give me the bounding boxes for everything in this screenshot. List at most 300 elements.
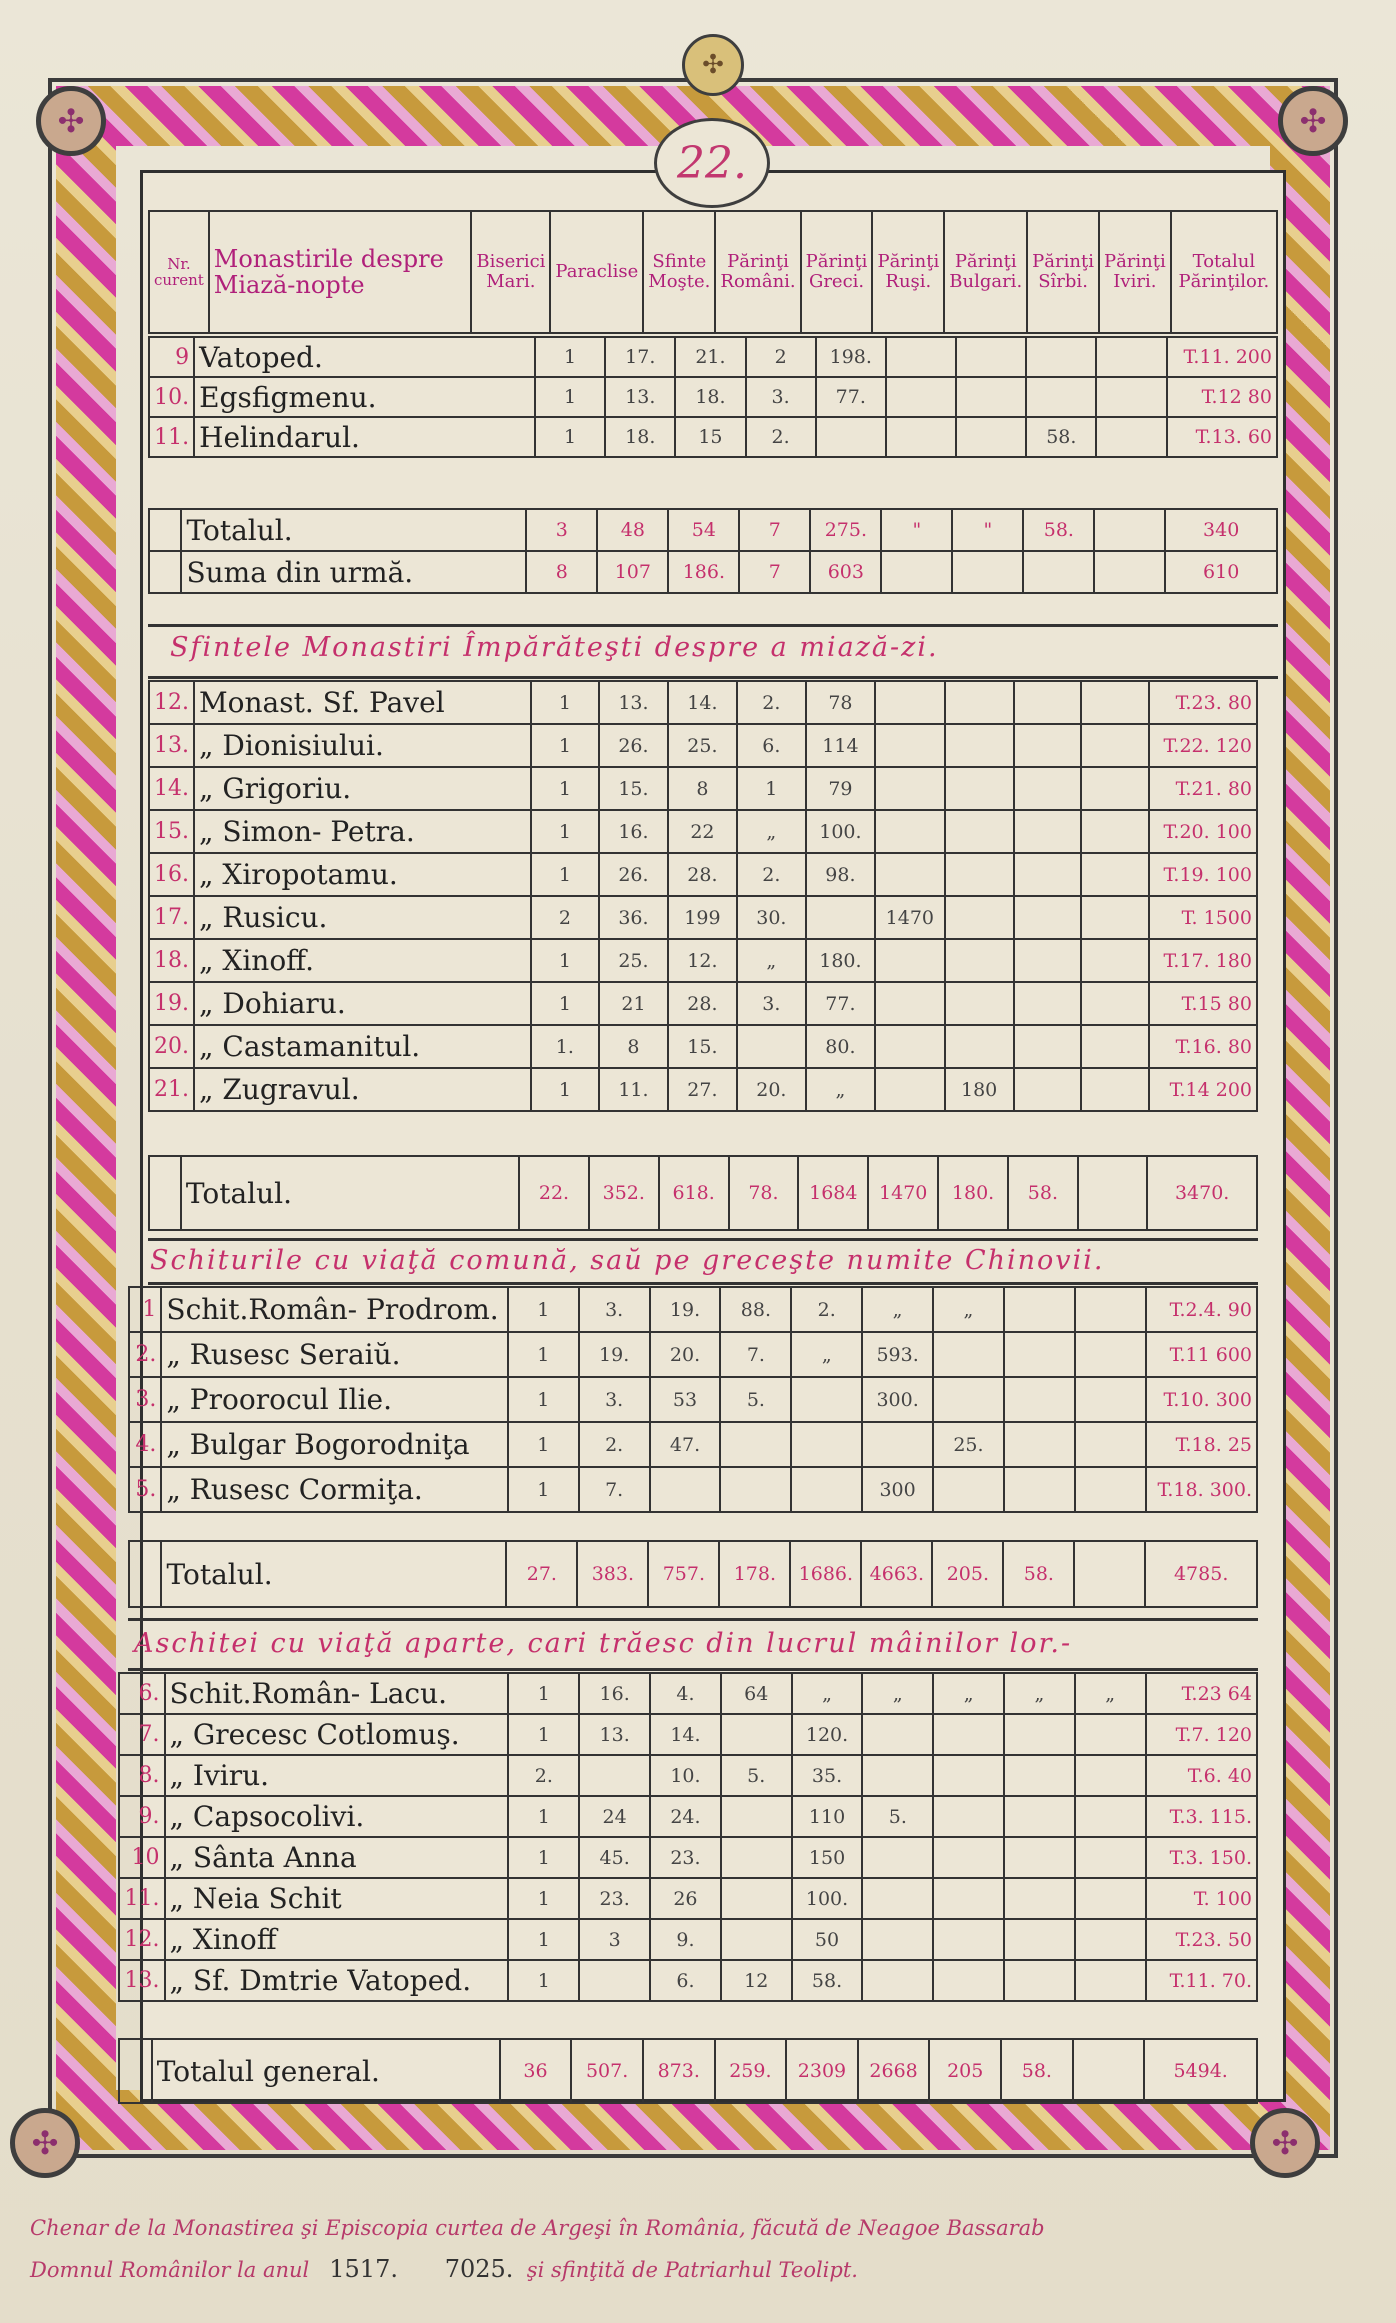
footer-line-1: Chenar de la Monastirea şi Episcopia curtea de Argeşi în România, făcută de Neagoe Bassarab — [30, 2216, 1045, 2240]
total-cell: 7 — [739, 551, 810, 593]
corner-rosette-icon: ✣ — [10, 2108, 80, 2178]
row-number — [149, 509, 181, 551]
value-cell: 58. — [1026, 417, 1096, 457]
col-nr: Nr. curent — [149, 211, 209, 333]
value-cell: 2. — [746, 417, 816, 457]
value-cell: 3. — [579, 1377, 650, 1422]
value-cell — [875, 810, 945, 853]
value-cell — [956, 337, 1026, 377]
divider — [148, 624, 1278, 627]
value-cell: 9. — [650, 1919, 721, 1960]
value-cell: 28. — [668, 982, 737, 1025]
value-cell — [945, 810, 1014, 853]
value-cell — [1096, 377, 1166, 417]
value-cell: 25. — [933, 1422, 1004, 1467]
monastery-name: „ Rusesc Seraiŭ. — [161, 1332, 507, 1377]
value-cell — [875, 1025, 945, 1068]
total-fathers-cell: T.15 80 — [1149, 982, 1257, 1025]
value-cell — [862, 1919, 933, 1960]
monastery-name: „ Rusicu. — [194, 896, 531, 939]
table-row — [119, 1878, 1257, 1919]
value-cell: 26 — [650, 1878, 721, 1919]
col-header: Părinţi Sîrbi. — [1027, 211, 1099, 333]
total-fathers-cell: T.18. 25 — [1146, 1422, 1257, 1467]
value-cell: „ — [806, 1068, 875, 1111]
value-cell: 2 — [531, 896, 599, 939]
total-fathers-cell: T.10. 300 — [1146, 1377, 1257, 1422]
total-cell: 58. — [1001, 2039, 1073, 2103]
col-header: Părinţi Iviri. — [1099, 211, 1171, 333]
row-number: 2. — [129, 1332, 161, 1377]
row-number: 13. — [119, 1960, 165, 2001]
total-fathers-cell: T.22. 120 — [1149, 724, 1257, 767]
section-title: Schiturile cu viaţă comună, saŭ pe greceşte numite Chinovii. — [150, 1245, 1105, 1276]
value-cell: 79 — [806, 767, 875, 810]
monastery-name: „ Dohiaru. — [194, 982, 531, 1025]
table-row — [149, 767, 1257, 810]
total-cell: " — [952, 509, 1023, 551]
total-cell — [1078, 1156, 1148, 1230]
value-cell — [1081, 681, 1149, 724]
value-cell — [875, 1068, 945, 1111]
value-cell — [1004, 1796, 1075, 1837]
value-cell: 23. — [650, 1837, 721, 1878]
value-cell — [1096, 337, 1166, 377]
col-header: Totalul Părinţilor. — [1171, 211, 1277, 333]
value-cell: 1 — [535, 377, 605, 417]
value-cell — [791, 1467, 862, 1512]
top-cross-medal-icon: ✣ — [682, 34, 744, 96]
value-cell: 1 — [531, 681, 599, 724]
value-cell — [1004, 1919, 1075, 1960]
total-fathers-cell: T.20. 100 — [1149, 810, 1257, 853]
value-cell: 7. — [720, 1332, 791, 1377]
value-cell: 80. — [806, 1025, 875, 1068]
value-cell — [721, 1919, 792, 1960]
divider — [128, 1668, 1258, 1671]
ledger-header — [148, 210, 1278, 334]
value-cell: 26. — [599, 853, 668, 896]
value-cell: 199 — [668, 896, 737, 939]
value-cell — [945, 724, 1014, 767]
value-cell: 1 — [531, 810, 599, 853]
section-title: Aschitei cu viaţă aparte, cari trăesc din lucrul mâinilor lor.- — [134, 1628, 1073, 1659]
value-cell: 1 — [508, 1714, 579, 1755]
total-cell: 186. — [668, 551, 739, 593]
corner-rosette-icon: ✣ — [1278, 86, 1348, 156]
total-cell: 618. — [659, 1156, 729, 1230]
value-cell: 300 — [862, 1467, 933, 1512]
value-cell: 14. — [650, 1714, 721, 1755]
row-number — [149, 551, 181, 593]
value-cell — [721, 1878, 792, 1919]
total-cell — [1094, 509, 1165, 551]
value-cell — [1014, 681, 1082, 724]
value-cell: 19. — [650, 1287, 721, 1332]
value-cell: 98. — [806, 853, 875, 896]
value-cell — [875, 724, 945, 767]
col-header: Părinţi Greci. — [801, 211, 873, 333]
corner-rosette-icon: ✣ — [36, 86, 106, 156]
value-cell: 24 — [579, 1796, 650, 1837]
value-cell: 26. — [599, 724, 668, 767]
value-cell: 13. — [605, 377, 675, 417]
row-number — [149, 1156, 181, 1230]
value-cell: 13. — [599, 681, 668, 724]
value-cell: 16. — [599, 810, 668, 853]
value-cell: 2. — [737, 853, 806, 896]
value-cell: 12. — [668, 939, 737, 982]
total-label: Totalul general. — [152, 2039, 500, 2103]
value-cell — [1075, 1467, 1146, 1512]
total-fathers-cell: T.13. 60 — [1167, 417, 1277, 457]
value-cell — [862, 1960, 933, 2001]
value-cell — [945, 939, 1014, 982]
value-cell: 1 — [531, 767, 599, 810]
total-cell: 1684 — [798, 1156, 868, 1230]
value-cell — [933, 1377, 1004, 1422]
value-cell — [1081, 724, 1149, 767]
value-cell: 114 — [806, 724, 875, 767]
value-cell — [933, 1878, 1004, 1919]
total-cell: 8 — [526, 551, 597, 593]
monastery-name: „ Zugravul. — [194, 1068, 531, 1111]
value-cell: 13. — [579, 1714, 650, 1755]
total-cell: 2668 — [858, 2039, 930, 2103]
value-cell — [875, 767, 945, 810]
total-cell: 352. — [589, 1156, 659, 1230]
table-row — [149, 896, 1257, 939]
total-fathers-cell: T.16. 80 — [1149, 1025, 1257, 1068]
total-cell: 3470. — [1147, 1156, 1257, 1230]
total-fathers-cell: T.19. 100 — [1149, 853, 1257, 896]
row-number: 17. — [149, 896, 194, 939]
value-cell — [721, 1837, 792, 1878]
corner-rosette-icon: ✣ — [1250, 2108, 1320, 2178]
value-cell — [1014, 724, 1082, 767]
total-fathers-cell: T.14 200 — [1149, 1068, 1257, 1111]
value-cell — [791, 1377, 862, 1422]
total-fathers-cell: T.11 600 — [1146, 1332, 1257, 1377]
value-cell: 17. — [605, 337, 675, 377]
total-cell: 36 — [500, 2039, 572, 2103]
table-row — [119, 1960, 1257, 2001]
total-fathers-cell: T.11. 200 — [1167, 337, 1277, 377]
value-cell — [945, 681, 1014, 724]
table-row — [119, 1755, 1257, 1796]
total-cell — [1023, 551, 1094, 593]
value-cell: 88. — [720, 1287, 791, 1332]
divider — [148, 1282, 1258, 1285]
value-cell: 25. — [668, 724, 737, 767]
total-cell: 610 — [1165, 551, 1277, 593]
total-cell: 22. — [519, 1156, 589, 1230]
total-cell: 205 — [929, 2039, 1001, 2103]
value-cell: 180 — [945, 1068, 1014, 1111]
value-cell: 35. — [792, 1755, 863, 1796]
value-cell — [1075, 1919, 1146, 1960]
value-cell — [1075, 1287, 1146, 1332]
value-cell: 100. — [792, 1878, 863, 1919]
value-cell: 22 — [668, 810, 737, 853]
value-cell: 2. — [737, 681, 806, 724]
monastery-name: „ Rusesc Cormiţa. — [161, 1467, 507, 1512]
total-fathers-cell: T.17. 180 — [1149, 939, 1257, 982]
group2-table — [148, 680, 1258, 1112]
value-cell — [1004, 1422, 1075, 1467]
value-cell — [1075, 1837, 1146, 1878]
total-cell — [1073, 2039, 1145, 2103]
value-cell: 3 — [579, 1919, 650, 1960]
value-cell — [579, 1755, 650, 1796]
value-cell — [806, 896, 875, 939]
row-number: 13. — [149, 724, 194, 767]
table-row — [129, 1287, 1257, 1332]
value-cell: 1 — [508, 1673, 579, 1714]
value-cell — [945, 853, 1014, 896]
value-cell: 19. — [579, 1332, 650, 1377]
table-row — [119, 1796, 1257, 1837]
value-cell — [1075, 1332, 1146, 1377]
value-cell: 1 — [508, 1287, 579, 1332]
value-cell — [862, 1878, 933, 1919]
value-cell — [721, 1714, 792, 1755]
value-cell — [862, 1755, 933, 1796]
group1-table — [148, 336, 1278, 458]
col-title: Monastirile despre Miază-nopte — [209, 211, 472, 333]
value-cell: 1 — [508, 1878, 579, 1919]
total-cell: 1470 — [868, 1156, 938, 1230]
value-cell: 21 — [599, 982, 668, 1025]
value-cell: 100. — [806, 810, 875, 853]
value-cell: „ — [933, 1287, 1004, 1332]
table-row — [149, 724, 1257, 767]
total-row — [149, 551, 1277, 593]
divider — [148, 1238, 1258, 1241]
value-cell: 1 — [508, 1837, 579, 1878]
row-number: 9 — [149, 337, 194, 377]
value-cell — [1081, 767, 1149, 810]
total-row — [129, 1541, 1257, 1607]
row-number: 1 — [129, 1287, 161, 1332]
divider — [128, 1618, 1258, 1621]
row-number: 3. — [129, 1377, 161, 1422]
value-cell — [1004, 1878, 1075, 1919]
row-number: 12. — [119, 1919, 165, 1960]
value-cell — [1026, 337, 1096, 377]
value-cell — [945, 896, 1014, 939]
table-row — [149, 1068, 1257, 1111]
group2-totals — [148, 1155, 1258, 1231]
total-fathers-cell: T.21. 80 — [1149, 767, 1257, 810]
footer-caption — [30, 2210, 1045, 2291]
value-cell — [1014, 810, 1082, 853]
monastery-name: „ Castamanitul. — [194, 1025, 531, 1068]
table-row — [119, 1673, 1257, 1714]
value-cell: 3. — [579, 1287, 650, 1332]
total-cell: 259. — [715, 2039, 787, 2103]
total-cell: 178. — [719, 1541, 790, 1607]
total-cell — [1094, 551, 1165, 593]
value-cell — [1004, 1837, 1075, 1878]
value-cell: 1 — [508, 1960, 579, 2001]
total-cell: 1686. — [790, 1541, 861, 1607]
value-cell: 18. — [675, 377, 745, 417]
total-row — [149, 509, 1277, 551]
total-fathers-cell: T.2.4. 90 — [1146, 1287, 1257, 1332]
value-cell: 1 — [508, 1919, 579, 1960]
value-cell — [1075, 1422, 1146, 1467]
value-cell: 28. — [668, 853, 737, 896]
value-cell: „ — [933, 1673, 1004, 1714]
value-cell: 10. — [650, 1755, 721, 1796]
table-row — [149, 982, 1257, 1025]
total-row — [119, 2039, 1257, 2103]
page-number: 22. — [654, 118, 770, 208]
monastery-name: „ Sf. Dmtrie Vatoped. — [165, 1960, 509, 2001]
total-cell: 873. — [643, 2039, 715, 2103]
value-cell: 6. — [737, 724, 806, 767]
value-cell — [1004, 1714, 1075, 1755]
value-cell — [1014, 1025, 1082, 1068]
value-cell: 1 — [508, 1422, 579, 1467]
total-cell: 205. — [932, 1541, 1003, 1607]
value-cell: „ — [737, 810, 806, 853]
monastery-name: Monast. Sf. Pavel — [194, 681, 531, 724]
monastery-name: „ Capsocolivi. — [165, 1796, 509, 1837]
monastery-name: „ Simon- Petra. — [194, 810, 531, 853]
value-cell — [720, 1467, 791, 1512]
total-label: Totalul. — [161, 1541, 506, 1607]
value-cell — [875, 681, 945, 724]
total-cell: 3 — [526, 509, 597, 551]
value-cell — [875, 939, 945, 982]
row-number: 15. — [149, 810, 194, 853]
total-fathers-cell: T.11. 70. — [1146, 1960, 1257, 2001]
value-cell: 24. — [650, 1796, 721, 1837]
table-row — [149, 939, 1257, 982]
value-cell: 47. — [650, 1422, 721, 1467]
value-cell: 77. — [806, 982, 875, 1025]
total-label: Totalul. — [181, 509, 526, 551]
row-number: 18. — [149, 939, 194, 982]
footer-text: şi sfinţită de Patriarhul Teolipt. — [526, 2257, 858, 2282]
value-cell: 30. — [737, 896, 806, 939]
value-cell — [1004, 1287, 1075, 1332]
value-cell — [791, 1422, 862, 1467]
total-fathers-cell: T.12 80 — [1167, 377, 1277, 417]
footer-year: 1517. — [329, 2254, 398, 2283]
monastery-name: „ Iviru. — [165, 1755, 509, 1796]
value-cell — [862, 1714, 933, 1755]
value-cell — [933, 1755, 1004, 1796]
value-cell: 150 — [792, 1837, 863, 1878]
col-header: Paraclise — [550, 211, 643, 333]
value-cell — [721, 1796, 792, 1837]
value-cell: 36. — [599, 896, 668, 939]
total-fathers-cell: T.23 64 — [1146, 1673, 1257, 1714]
value-cell — [1004, 1377, 1075, 1422]
value-cell: 45. — [579, 1837, 650, 1878]
value-cell: 5. — [721, 1755, 792, 1796]
table-row — [119, 1837, 1257, 1878]
group4-table — [118, 1672, 1258, 2002]
monastery-name: „ Grecesc Cotlomuş. — [165, 1714, 509, 1755]
value-cell — [933, 1714, 1004, 1755]
value-cell — [1081, 853, 1149, 896]
table-row — [149, 681, 1257, 724]
value-cell — [579, 1960, 650, 2001]
table-row — [129, 1332, 1257, 1377]
row-number: 10 — [119, 1837, 165, 1878]
monastery-name: „ Bulgar Bogorodniţa — [161, 1422, 507, 1467]
value-cell: „ — [737, 939, 806, 982]
value-cell — [1004, 1960, 1075, 2001]
value-cell: 64 — [721, 1673, 792, 1714]
value-cell: „ — [1075, 1673, 1146, 1714]
total-cell: 7 — [739, 509, 810, 551]
value-cell: 16. — [579, 1673, 650, 1714]
value-cell: 300. — [862, 1377, 933, 1422]
value-cell — [933, 1837, 1004, 1878]
value-cell — [1014, 853, 1082, 896]
total-cell: 383. — [577, 1541, 648, 1607]
value-cell — [956, 417, 1026, 457]
row-number: 12. — [149, 681, 194, 724]
value-cell — [1081, 1025, 1149, 1068]
table-row — [129, 1467, 1257, 1512]
value-cell: 1 — [531, 1068, 599, 1111]
total-fathers-cell: T.23. 80 — [1149, 681, 1257, 724]
value-cell: 2. — [579, 1422, 650, 1467]
monastery-name: „ Xiropotamu. — [194, 853, 531, 896]
value-cell — [1075, 1377, 1146, 1422]
total-cell: 54 — [668, 509, 739, 551]
table-row — [149, 1025, 1257, 1068]
value-cell — [933, 1796, 1004, 1837]
total-cell: 58. — [1003, 1541, 1074, 1607]
value-cell: 14. — [668, 681, 737, 724]
value-cell: 23. — [579, 1878, 650, 1919]
table-row — [149, 337, 1277, 377]
value-cell: 15 — [675, 417, 745, 457]
value-cell: 20. — [737, 1068, 806, 1111]
value-cell — [1014, 982, 1082, 1025]
value-cell: 11. — [599, 1068, 668, 1111]
total-cell: 275. — [810, 509, 881, 551]
value-cell — [1004, 1755, 1075, 1796]
group1-totals — [148, 508, 1278, 594]
total-cell: 27. — [506, 1541, 577, 1607]
value-cell — [720, 1422, 791, 1467]
value-cell — [1081, 1068, 1149, 1111]
total-fathers-cell: T.3. 115. — [1146, 1796, 1257, 1837]
value-cell: 1 — [535, 417, 605, 457]
total-cell: 5494. — [1144, 2039, 1257, 2103]
total-cell: 4663. — [861, 1541, 932, 1607]
value-cell: „ — [1004, 1673, 1075, 1714]
row-number: 10. — [149, 377, 194, 417]
value-cell — [650, 1467, 721, 1512]
section-title: Sfintele Monastiri Împărăteşti despre a miază-zi. — [170, 632, 939, 663]
total-cell: 4785. — [1145, 1541, 1257, 1607]
monastery-name: „ Xinoff. — [194, 939, 531, 982]
value-cell: 1 — [531, 724, 599, 767]
col-header: Sfinte Moşte. — [643, 211, 715, 333]
total-cell: 48 — [597, 509, 668, 551]
value-cell: 58. — [792, 1960, 863, 2001]
value-cell — [956, 377, 1026, 417]
